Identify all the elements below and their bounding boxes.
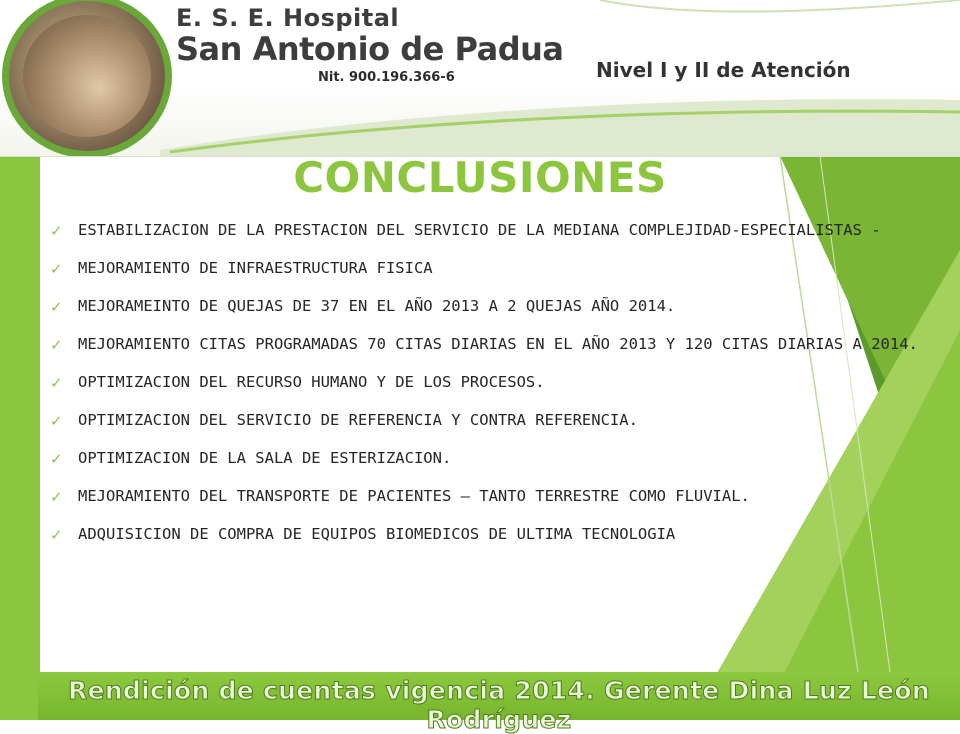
list-item	[50, 218, 918, 242]
list-item-text: OPTIMIZACION DEL RECURSO HUMANO Y DE LOS PROCESOS.	[78, 373, 545, 391]
list-item-text: ADQUISICION DE COMPRA DE EQUIPOS BIOMEDICOS DE ULTIMA TECNOLOGIA	[78, 525, 676, 543]
list-item-text: OPTIMIZACION DE LA SALA DE ESTERIZACION.	[78, 449, 452, 467]
check-icon: ✓	[50, 374, 63, 392]
list-item	[50, 408, 918, 432]
hospital-name-line2: San Antonio de Padua	[176, 30, 564, 68]
footer-text: Rendición de cuentas vigencia 2014. Gerente Dina Luz León Rodríguez	[68, 676, 930, 734]
check-icon: ✓	[50, 412, 63, 430]
list-item-text: MEJORAMEINTO DE QUEJAS DE 37 EN EL AÑO 2013 A 2 QUEJAS AÑO 2014.	[78, 297, 676, 315]
conclusions-list	[50, 218, 918, 546]
check-icon: ✓	[50, 260, 63, 278]
check-icon: ✓	[50, 298, 63, 316]
list-item-text: OPTIMIZACION DEL SERVICIO DE REFERENCIA Y CONTRA REFERENCIA.	[78, 411, 638, 429]
check-icon: ✓	[50, 336, 63, 354]
list-item-text: MEJORAMIENTO DE INFRAESTRUCTURA FISICA	[78, 259, 433, 277]
list-item	[50, 256, 918, 280]
saint-anthony-seal-icon	[2, 0, 172, 157]
list-item-text: MEJORAMIENTO CITAS PROGRAMADAS 70 CITAS DIARIAS EN EL AÑO 2013 Y 120 CITAS DIARIAS A 2014.	[78, 335, 918, 353]
list-item	[50, 370, 918, 394]
list-item-text: MEJORAMIENTO DEL TRANSPORTE DE PACIENTES – TANTO TERRESTRE COMO FLUVIAL.	[78, 487, 750, 505]
check-icon: ✓	[50, 450, 63, 468]
list-item	[50, 522, 918, 546]
check-icon: ✓	[50, 222, 63, 240]
check-icon: ✓	[50, 526, 63, 544]
list-item	[50, 446, 918, 470]
hospital-nit: Nit. 900.196.366-6	[318, 70, 455, 85]
hospital-name-line1: E. S. E. Hospital	[176, 4, 400, 32]
page-title: CONCLUSIONES	[293, 153, 667, 202]
list-item-text: ESTABILIZACION DE LA PRESTACION DEL SERVICIO DE LA MEDIANA COMPLEJIDAD-ESPECIALISTAS -	[78, 221, 881, 239]
list-item	[50, 294, 918, 318]
header-banner	[0, 0, 960, 157]
list-item	[50, 484, 918, 508]
seal-image	[23, 15, 151, 137]
check-icon: ✓	[50, 488, 63, 506]
list-item	[50, 332, 918, 356]
attention-level: Nivel I y II de Atención	[596, 58, 851, 82]
